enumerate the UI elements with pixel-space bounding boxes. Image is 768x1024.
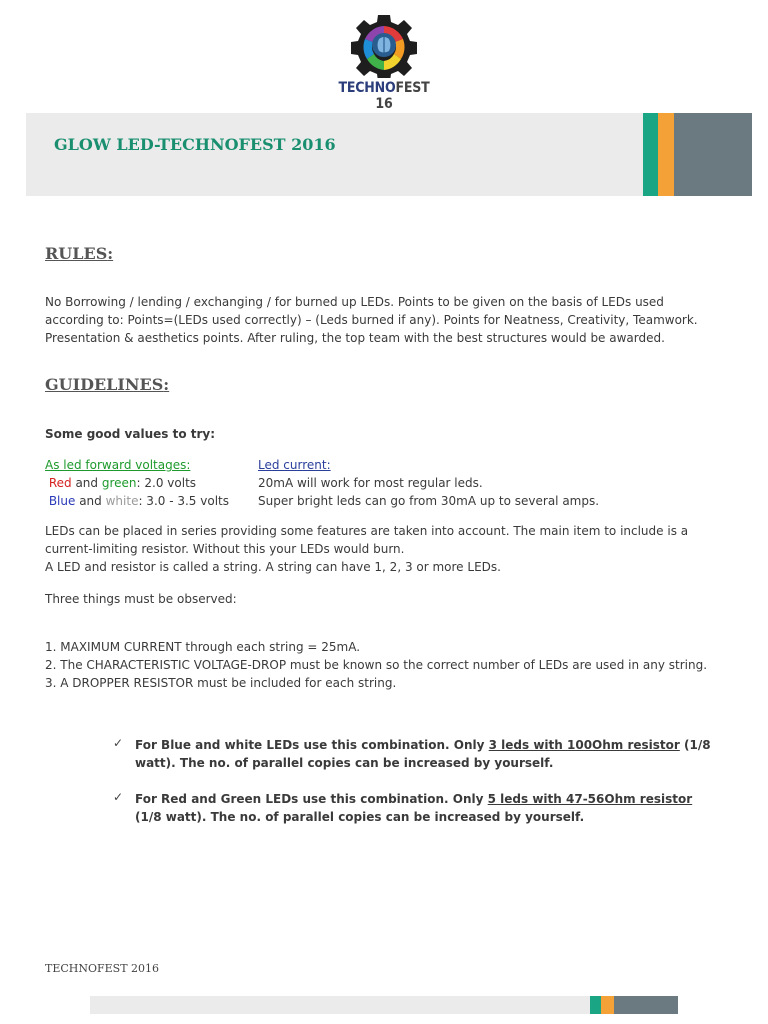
bullet-2-text: For Red and Green LEDs use this combination. Only [135,792,488,806]
rules-heading-text: RULES [45,244,108,263]
voltages-label: As led forward voltages: [45,458,191,472]
and-text-2: and [75,494,106,508]
gear-brain-icon [348,14,420,78]
rules-heading-colon: : [107,244,114,263]
logo-text-part2: FEST 16 [375,80,430,112]
blue-white-voltage: : 3.0 - 3.5 volts [138,494,229,508]
footer-slate-stripe [614,996,678,1014]
rules-heading [45,244,113,263]
white-label: white [105,494,139,508]
title-banner [26,113,752,196]
rules-paragraph [45,293,698,347]
checkmark-icon: ✓ [113,790,124,804]
teal-stripe [643,113,658,196]
current-column [258,456,599,510]
current-row-1: 20mA will work for most regular leds. [258,476,483,490]
footer-bar [90,996,678,1014]
bullet-1-underlined: 3 leds with 100Ohm resistor [488,738,680,752]
current-label: Led current: [258,458,331,472]
series-paragraph [45,522,688,576]
guidelines-heading-colon: : [163,375,170,394]
footer-text: TECHNOFEST 2016 [45,962,160,975]
logo-wordmark [334,80,434,112]
rules-line-2: according to: Points=(LEDs used correctly) – (Leds burned if any). Points for Neatness, Creativity, Teamwork. [45,313,698,327]
bullet-2-line-2: (1/8 watt). The no. of parallel copies can be increased by yourself. [135,810,585,824]
checkmark-icon: ✓ [113,736,124,750]
list-item-3: 3. A DROPPER RESISTOR must be included for each string. [45,676,397,690]
red-green-voltage: : 2.0 volts [136,476,197,490]
blue-label: Blue [48,494,76,508]
footer-orange-stripe [601,996,614,1014]
series-line-3: A LED and resistor is called a string. A string can have 1, 2, 3 or more LEDs. [45,560,501,574]
series-line-1: LEDs can be placed in series providing some features are taken into account. The main item to include is a [45,524,689,538]
rules-list [45,638,707,692]
technofest-logo [334,14,434,112]
red-label: Red [48,476,72,490]
list-item-1: 1. MAXIMUM CURRENT through each string = 25mA. [45,640,361,654]
logo-text-part1: TECHNO [338,80,396,96]
guidelines-heading [45,375,169,394]
footer-teal-stripe [590,996,601,1014]
bullet-1-line-2: watt). The no. of parallel copies can be increased by yourself. [135,756,554,770]
bullet-1-text: For Blue and white LEDs use this combination. Only [135,738,489,752]
current-row-2: Super bright leds can go from 30mA up to several amps. [258,494,600,508]
bullet-1-post: (1/8 [679,738,711,752]
guidelines-subheading: Some good values to try: [45,427,216,441]
list-item-2: 2. The CHARACTERISTIC VOLTAGE-DROP must be known so the correct number of LEDs are used in any string. [45,658,708,672]
three-things-text: Three things must be observed: [45,592,237,606]
page-title: GLOW LED-TECHNOFEST 2016 [54,135,336,154]
slate-stripe [674,113,752,196]
rules-line-1: No Borrowing / lending / exchanging / for burned up LEDs. Points to be given on the basis of LEDs used [45,295,664,309]
guidelines-heading-text: GUIDELINES [45,375,164,394]
voltages-column [45,456,229,510]
green-label: green [101,476,137,490]
and-text-1: and [71,476,102,490]
bullet-blue-white [135,736,725,772]
bullet-red-green [135,790,725,826]
bullet-2-underlined: 5 leds with 47-56Ohm resistor [487,792,693,806]
rules-line-3: Presentation & aesthetics points. After ruling, the top team with the best structures would be awarded. [45,331,665,345]
series-line-2: current-limiting resistor. Without this your LEDs would burn. [45,542,405,556]
orange-stripe [658,113,674,196]
